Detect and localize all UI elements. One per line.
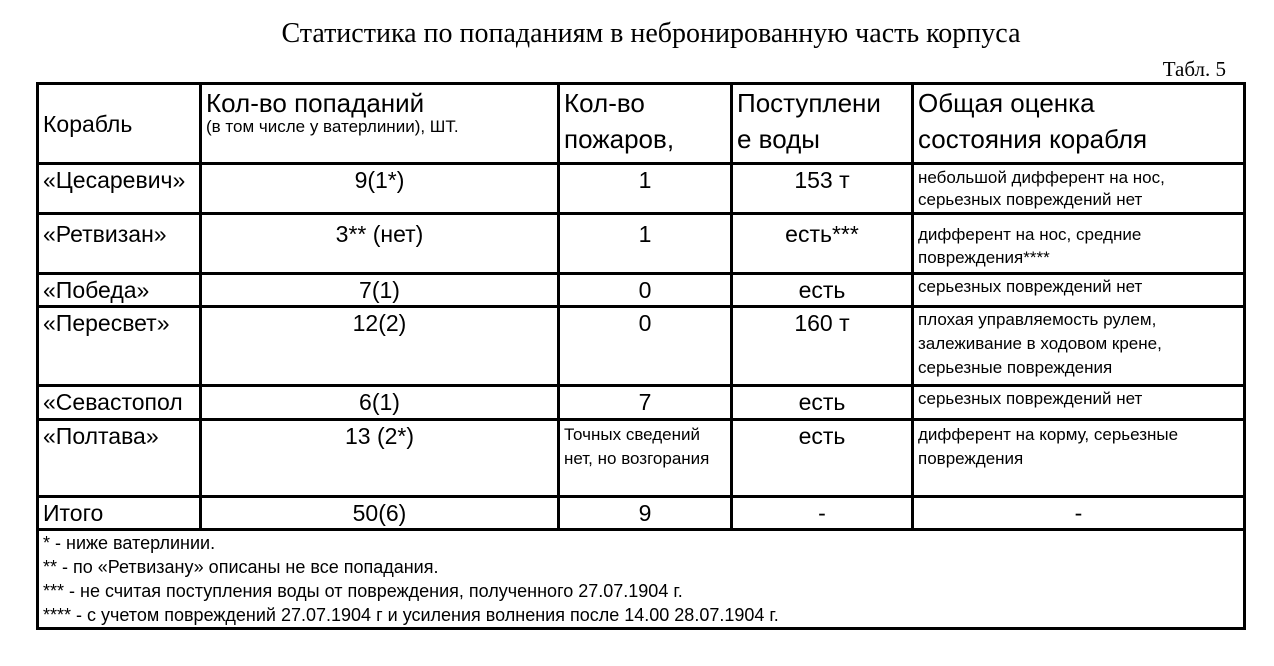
assessment-cell: серьезных повреждений нет <box>913 386 1245 420</box>
table-number: Табл. 5 <box>1162 57 1226 81</box>
fires-cell: 1 <box>559 164 732 214</box>
ship-cell: «Полтава» <box>38 420 201 497</box>
table-row <box>38 274 1245 307</box>
hits-cell: 6(1) <box>201 386 559 420</box>
header-assessment-line1: Общая оценка <box>918 88 1095 118</box>
header-water-line1: Поступлени <box>737 88 881 118</box>
header-hits <box>201 84 559 164</box>
header-row <box>38 84 1245 164</box>
water-cell: есть <box>732 386 913 420</box>
ship-cell: «Пересвет» <box>38 307 201 386</box>
water-cell: есть <box>732 420 913 497</box>
table-row <box>38 307 1245 386</box>
ship-cell: «Ретвизан» <box>38 214 201 274</box>
ship-cell: «Победа» <box>38 274 201 307</box>
header-fires <box>559 84 732 164</box>
table-row <box>38 214 1245 274</box>
header-ship-label: Корабль <box>43 111 133 137</box>
hits-cell: 12(2) <box>201 307 559 386</box>
fires-cell: 0 <box>559 307 732 386</box>
ship-cell: «Севастопол <box>38 386 201 420</box>
header-water <box>732 84 913 164</box>
footnote-1: * - ниже ватерлинии. <box>43 533 216 553</box>
water-cell: есть*** <box>732 214 913 274</box>
total-water: - <box>732 497 913 530</box>
assessment-cell: дифферент на нос, средние повреждения**** <box>913 214 1245 274</box>
table-row <box>38 164 1245 214</box>
footnote-3: *** - не считая поступления воды от повреждения, полученного 27.07.1904 г. <box>43 581 683 601</box>
header-hits-label: Кол-во попаданий <box>206 88 425 118</box>
hits-cell: 9(1*) <box>201 164 559 214</box>
total-fires: 9 <box>559 497 732 530</box>
table-row <box>38 420 1245 497</box>
footnote-4: **** - с учетом повреждений 27.07.1904 г и усиления волнения после 14.00 28.07.1904 г. <box>43 605 779 625</box>
fires-cell: 7 <box>559 386 732 420</box>
assessment-cell: плохая управляемость рулем, залеживание в ходовом крене, серьезные повреждения <box>913 307 1245 386</box>
header-hits-sublabel: (в том числе у ватерлинии), ШТ. <box>206 117 459 136</box>
water-cell: есть <box>732 274 913 307</box>
fires-cell: 1 <box>559 214 732 274</box>
footnotes <box>38 530 1245 629</box>
hits-cell: 7(1) <box>201 274 559 307</box>
footnote-2: ** - по «Ретвизану» описаны не все попадания. <box>43 557 439 577</box>
fires-cell: Точных сведений нет, но возгорания <box>559 420 732 497</box>
ship-cell: «Цесаревич» <box>38 164 201 214</box>
assessment-cell: дифферент на корму, серьезные повреждения <box>913 420 1245 497</box>
hits-cell: 3** (нет) <box>201 214 559 274</box>
hits-cell: 13 (2*) <box>201 420 559 497</box>
assessment-cell: небольшой дифферент на нос, серьезных повреждений нет <box>913 164 1245 214</box>
header-assessment <box>913 84 1245 164</box>
header-assessment-line2: состояния корабля <box>918 124 1148 154</box>
hits-statistics-table <box>36 82 1246 630</box>
total-assessment: - <box>913 497 1245 530</box>
header-ship <box>38 84 201 164</box>
footnotes-row <box>38 530 1245 629</box>
total-hits: 50(6) <box>201 497 559 530</box>
document-title: Статистика по попаданиям в небронированную часть корпуса <box>281 18 1021 49</box>
fires-cell: 0 <box>559 274 732 307</box>
water-cell: 160 т <box>732 307 913 386</box>
header-fires-line2: пожаров, <box>564 124 675 154</box>
total-label: Итого <box>38 497 201 530</box>
table-row <box>38 386 1245 420</box>
total-row <box>38 497 1245 530</box>
header-water-line2: е воды <box>737 124 820 154</box>
assessment-cell: серьезных повреждений нет <box>913 274 1245 307</box>
header-fires-line1: Кол-во <box>564 88 645 118</box>
water-cell: 153 т <box>732 164 913 214</box>
